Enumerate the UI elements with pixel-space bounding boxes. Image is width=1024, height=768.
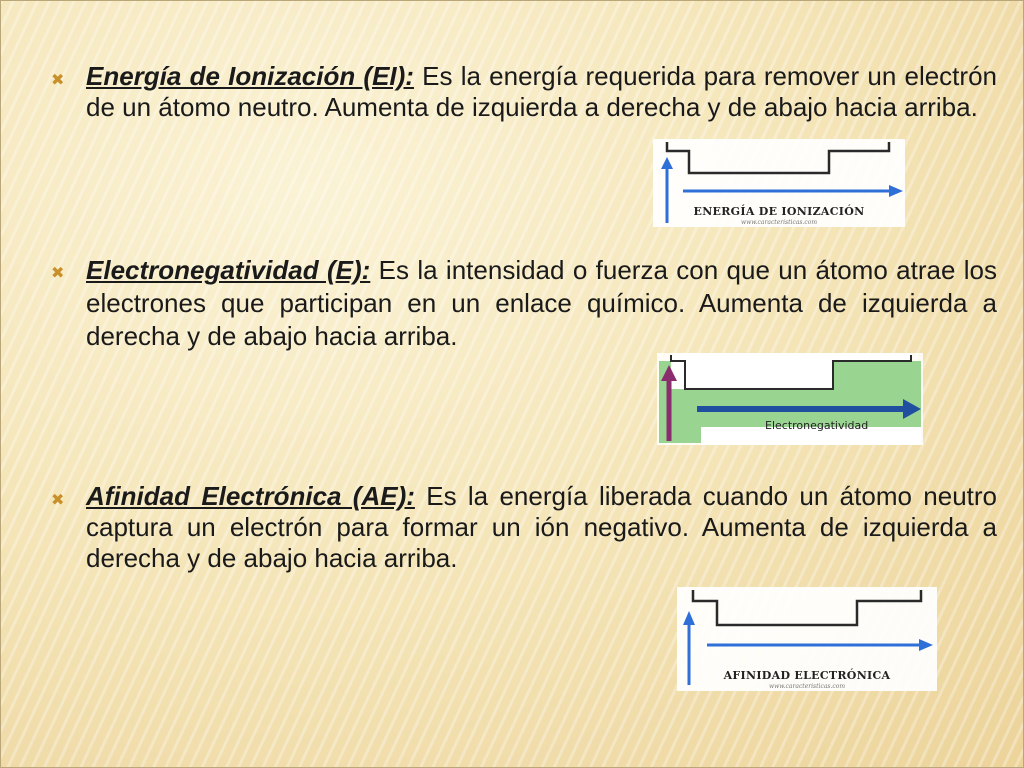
term-label: Electronegatividad (E): [86,255,371,285]
bullet-electron-affinity [51,481,997,574]
figure-caption: ENERGÍA DE IONIZACIÓN [693,205,865,218]
term-label: Energía de Ionización (EI): [86,61,414,91]
definition-text: Es la energía liberada cuando un átomo neutro captura un electrón para formar un ión negativo. Aumenta de izquierda a derecha y de abajo hacia arriba. [86,481,997,573]
figure-caption: Electronegatividad [765,419,869,432]
figure-subcaption: www.caracteristicas.com [768,683,846,690]
figure-subcaption: www.caracteristicas.com [740,219,818,226]
figure-caption: AFINIDAD ELECTRÓNICA [723,669,891,682]
electron-affinity-figure [677,587,937,691]
bullet-text [86,481,997,574]
bullet-marker-icon: ✖ [51,492,65,509]
bullet-marker-icon: ✖ [51,72,65,89]
bullet-ionization-energy [51,61,997,123]
bullet-text [86,254,997,353]
bullet-electronegativity [51,254,997,353]
definition-text: Es la intensidad o fuerza con que un átomo atrae los electrones que participan en un enlace químico. Aumenta de izquierda a derecha y de abajo hacia arriba. [86,255,998,351]
bullet-text [86,61,997,123]
bullet-marker-icon: ✖ [51,265,65,282]
ionization-energy-figure [653,139,905,227]
definition-text: Es la energía requerida para remover un electrón de un átomo neutro. Aumenta de izquierda a derecha y de abajo hacia arriba. [86,61,997,122]
electronegativity-figure [657,353,923,445]
term-label: Afinidad Electrónica (AE): [86,481,415,511]
